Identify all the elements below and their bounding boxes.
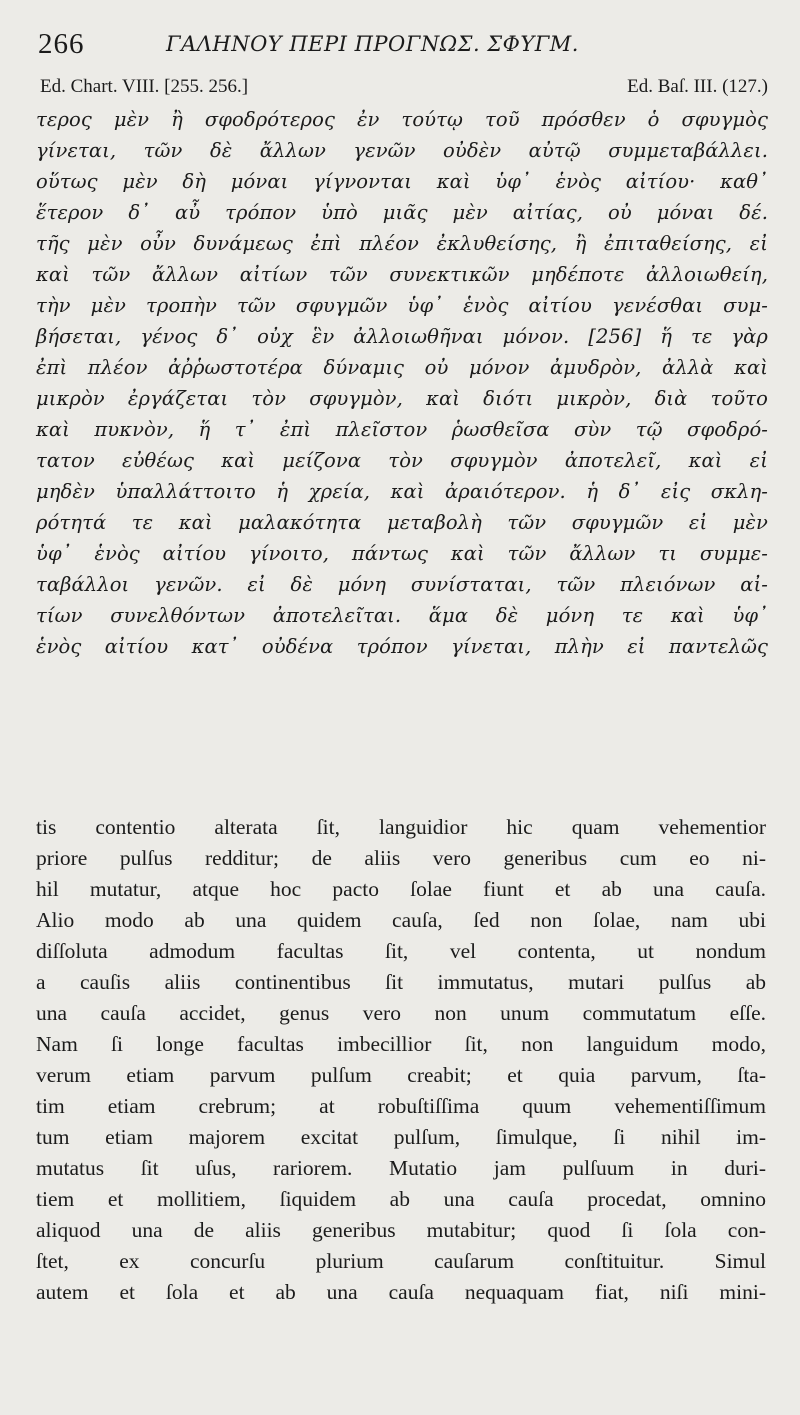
latin-line: autem et ſola et ab una cauſa nequaquam fiat, niſi mini- bbox=[36, 1280, 766, 1304]
greek-line: τατον εὐθέως καὶ μείζονα τὸν σφυγμὸν ἀποτελεῖ, καὶ εἰ bbox=[36, 449, 768, 472]
latin-line: ſtet, ex concurſu plurium cauſarum conſtituitur. Simul bbox=[36, 1249, 766, 1273]
latin-line: priore pulſus redditur; de aliis vero generibus cum eo ni- bbox=[36, 846, 766, 870]
greek-line: μικρὸν ἐργάζεται τὸν σφυγμὸν, καὶ διότι μικρὸν, διὰ τοῦτο bbox=[36, 387, 768, 410]
greek-line: τὴν μὲν τροπὴν τῶν σφυγμῶν ὑφ᾽ ἑνὸς αἰτίου γενέσθαι συμ- bbox=[36, 294, 768, 317]
latin-line: a cauſis aliis continentibus ſit immutatus, mutari pulſus ab bbox=[36, 970, 766, 994]
greek-line: ἕτερον δ᾽ αὖ τρόπον ὑπὸ μιᾶς μὲν αἰτίας, οὐ μόναι δέ. bbox=[36, 201, 768, 224]
greek-line: τῆς μὲν οὖν δυνάμεως ἐπὶ πλέον ἐκλυθείσης, ἢ ἐπιταθείσης, εἰ bbox=[36, 232, 768, 255]
page-number: 266 bbox=[38, 28, 85, 60]
greek-line: ρότητά τε καὶ μαλακότητα μεταβολὴ τῶν σφυγμῶν εἰ μὲν bbox=[36, 511, 768, 534]
running-title: ΓΑΛΗΝΟΥ ΠΕΡΙ ΠΡΟΓΝΩΣ. ΣΦΥΓΜ. bbox=[166, 32, 579, 56]
greek-line: τερος μὲν ἢ σφοδρότερος ἐν τούτῳ τοῦ πρόσθεν ὁ σφυγμὸς bbox=[36, 108, 768, 131]
latin-line: aliquod una de aliis generibus mutabitur; quod ſi ſola con- bbox=[36, 1218, 766, 1242]
latin-line: Alio modo ab una quidem cauſa, ſed non ſolae, nam ubi bbox=[36, 908, 766, 932]
latin-line: tis contentio alterata ſit, languidior hic quam vehementior bbox=[36, 815, 766, 839]
running-head bbox=[38, 28, 768, 64]
greek-line: καὶ πυκνὸν, ἥ τ᾽ ἐπὶ πλεῖστον ῥωσθεῖσα σὺν τῷ σφοδρό- bbox=[36, 418, 768, 441]
greek-line: μηδὲν ὑπαλλάττοιτο ἡ χρεία, καὶ ἀραιότερον. ἡ δ᾽ εἰς σκλη- bbox=[36, 480, 768, 503]
edition-chartier: Ed. Chart. VIII. [255. 256.] bbox=[40, 76, 249, 97]
latin-text-block bbox=[36, 812, 766, 1308]
greek-line: γίνεται, τῶν δὲ ἄλλων γενῶν οὐδὲν αὐτῷ συμμεταβάλλει. bbox=[36, 139, 768, 162]
greek-line: ὑφ᾽ ἑνὸς αἰτίου γίνοιτο, πάντως καὶ τῶν ἄλλων τι συμμε- bbox=[36, 542, 768, 565]
greek-line: καὶ τῶν ἄλλων αἰτίων τῶν συνεκτικῶν μηδέποτε ἀλλοιωθείη, bbox=[36, 263, 768, 286]
latin-line: hil mutatur, atque hoc pacto ſolae fiunt et ab una cauſa. bbox=[36, 877, 766, 901]
latin-line: tum etiam majorem excitat pulſum, ſimulque, ſi nihil im- bbox=[36, 1125, 766, 1149]
greek-line: τίων συνελθόντων ἀποτελεῖται. ἅμα δὲ μόνη τε καὶ ὑφ᾽ bbox=[36, 604, 768, 627]
latin-line: mutatus ſit uſus, rariorem. Mutatio jam pulſuum in duri- bbox=[36, 1156, 766, 1180]
greek-line: ἐπὶ πλέον ἀῤῥωστοτέρα δύναμις οὐ μόνον ἀμυδρὸν, ἀλλὰ καὶ bbox=[36, 356, 768, 379]
latin-line: tiem et mollitiem, ſiquidem ab una cauſa procedat, omnino bbox=[36, 1187, 766, 1211]
greek-text-block bbox=[36, 104, 768, 662]
greek-line: ἑνὸς αἰτίου κατ᾽ οὐδένα τρόπον γίνεται, πλὴν εἰ παντελῶς bbox=[36, 635, 768, 658]
edition-basel: Ed. Baſ. III. (127.) bbox=[627, 76, 768, 97]
latin-line: Nam ſi longe facultas imbecillior ſit, non languidum modo, bbox=[36, 1032, 766, 1056]
greek-line: ταβάλλοι γενῶν. εἰ δὲ μόνη συνίσταται, τῶν πλειόνων αἰ- bbox=[36, 573, 768, 596]
greek-line: βήσεται, γένος δ᾽ οὐχ ἓν ἀλλοιωθῆναι μόνον. [256] ἥ τε γὰρ bbox=[36, 325, 768, 348]
latin-line: tim etiam crebrum; at robuſtiſſima quum vehementiſſimum bbox=[36, 1094, 766, 1118]
latin-line: verum etiam parvum pulſum creabit; et quia parvum, ſta- bbox=[36, 1063, 766, 1087]
latin-line: diſſoluta admodum facultas ſit, vel contenta, ut nondum bbox=[36, 939, 766, 963]
edition-references bbox=[40, 76, 768, 104]
latin-line: una cauſa accidet, genus vero non unum commutatum eſſe. bbox=[36, 1001, 766, 1025]
greek-line: οὕτως μὲν δὴ μόναι γίγνονται καὶ ὑφ᾽ ἑνὸς αἰτίου· καθ᾽ bbox=[36, 170, 768, 193]
